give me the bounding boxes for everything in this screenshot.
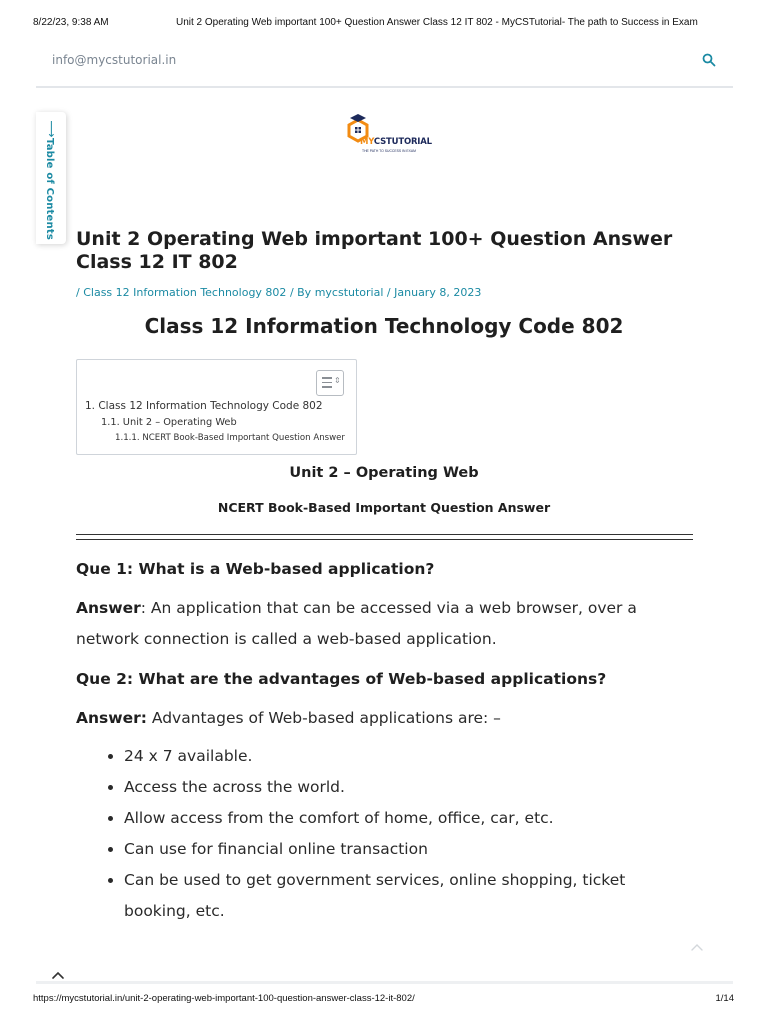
toc-link[interactable]: 1.1.1. NCERT Book-Based Important Question Answer — [115, 433, 345, 443]
print-header — [0, 17, 768, 31]
meta-separator: / — [386, 286, 391, 299]
long-arrow-icon: ⟶ — [44, 120, 59, 138]
toc-box — [76, 359, 357, 455]
list-item: • 24 x 7 available. — [124, 741, 696, 772]
print-datetime: 8/22/23, 9:38 AM — [33, 17, 109, 28]
print-url: https://mycstutorial.in/unit-2-operating-web-important-100-question-answer-class-12-it-802/ — [33, 993, 415, 1004]
advantages-list — [76, 741, 696, 927]
post-date: January 8, 2023 — [394, 286, 482, 299]
heading-class: Class 12 Information Technology Code 802 — [144, 314, 624, 338]
search-icon[interactable] — [701, 52, 717, 68]
answer-2 — [76, 703, 501, 734]
list-icon — [322, 377, 332, 391]
site-topbar — [36, 40, 733, 88]
list-item: • Access the across the world. — [124, 772, 696, 803]
meta-by: / By — [289, 286, 312, 299]
print-page-number: 1/14 — [715, 993, 734, 1004]
post-meta — [76, 286, 481, 299]
heading-unit: Unit 2 – Operating Web — [289, 465, 479, 481]
print-doc-title: Unit 2 Operating Web important 100+ Question Answer Class 12 IT 802 - MyCSTutorial- The path to Success in Exam — [176, 17, 698, 28]
toc-link[interactable]: 1. Class 12 Information Technology Code 802 — [85, 400, 323, 412]
toc-toggle-button[interactable] — [316, 370, 344, 396]
footer-divider — [36, 981, 733, 984]
answer-text: Advantages of Web-based applications are: – — [146, 709, 501, 727]
question-1: Que 1: What is a Web-based application? — [76, 560, 435, 578]
back-to-top-button[interactable] — [690, 940, 704, 958]
list-item: • Allow access from the comfort of home, office, car, etc. — [124, 803, 696, 834]
post-title: Unit 2 Operating Web important 100+ Question Answer Class 12 IT 802 — [76, 228, 673, 273]
toc-side-tab[interactable] — [36, 112, 66, 244]
answer-1 — [76, 593, 696, 655]
print-footer — [0, 993, 768, 1007]
answer-label: Answer: — [76, 709, 147, 727]
answer-label: Answer — [76, 599, 141, 617]
site-logo[interactable] — [340, 112, 432, 162]
section-divider — [76, 534, 693, 540]
caret-updown-icon: ⇕ — [334, 376, 341, 385]
post-category-link[interactable]: Class 12 Information Technology 802 — [83, 286, 287, 299]
post-author-link[interactable]: mycstutorial — [314, 286, 384, 299]
toc-side-tab-label: Table of Contents — [44, 138, 55, 240]
question-2: Que 2: What are the advantages of Web-based applications? — [76, 670, 607, 688]
meta-separator: / — [76, 286, 80, 299]
list-item: • Can use for financial online transaction — [124, 834, 696, 865]
heading-ncert: NCERT Book-Based Important Question Answer — [217, 500, 551, 515]
contact-email[interactable]: info@mycstutorial.in — [52, 53, 177, 67]
toc-link[interactable]: 1.1. Unit 2 – Operating Web — [101, 417, 237, 428]
list-item: • Can be used to get government services, online shopping, ticket booking, etc. — [124, 865, 696, 927]
logo-tagline: THE PATH TO SUCCESS IN EXAM — [362, 149, 417, 153]
logo-brand-text: MYCSTUTORIAL — [360, 137, 432, 147]
chevron-up-icon — [690, 941, 704, 953]
answer-text: : An application that can be accessed via a web browser, over a network connection is called a web-based application. — [76, 599, 637, 648]
